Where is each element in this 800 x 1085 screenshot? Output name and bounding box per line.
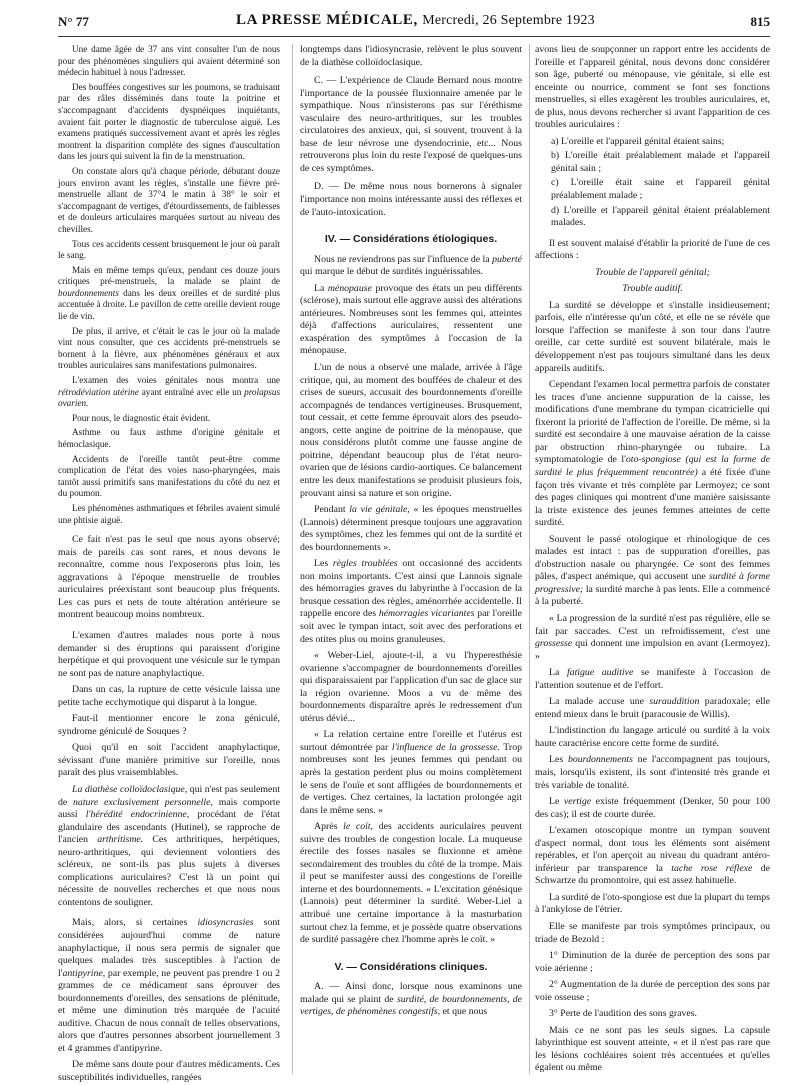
- column-divider: [292, 44, 293, 1074]
- paragraph: La malade accuse une surauddition paradoxale; elle entend mieux dans le bruit (paracousie de Willis).: [535, 696, 771, 720]
- paragraph: Quoi qu'il en soit l'accident anaphylactique, sévissant d'une manière primitive sur l'oreille, nous paraît des plus vraisemblables.: [58, 742, 280, 779]
- paragraph: Pour nous, le diagnostic était évident.: [72, 412, 211, 423]
- list-item: Trouble de l'appareil génital;: [595, 266, 710, 278]
- paragraph: longtemps dans l'idiosyncrasie, relèvent le plus souvent de la diathèse colloïdoclasique.: [300, 44, 522, 68]
- header-rule: [58, 36, 770, 37]
- paragraph: Tous ces accidents cessent brusquement le jour où paraît le sang.: [58, 238, 280, 261]
- paragraph: L'un de nous a observé une malade, arrivée à l'âge critique, qui, au moment des bouffées de chaleur et des crises de sueurs, accusait des bourdonnements d'oreille accompagnés de tendances vertigineuses. Brusquement, tout cessait, et cette femme éprouvait alors des pseudo-angors, cette angine de poitrine de la ménopause, que nous considérons plutôt comme une fausse angine de poitrine, dépendant beaucoup plus de l'état neuro-ovarien que de lésions cardio-aortiques. Ce balancement entre les deux manifestations se produisit plusieurs fois, prouvant ainsi sa nature et son origine.: [300, 362, 522, 499]
- column-2: [300, 44, 522, 1074]
- paragraph: La fatigue auditive se manifeste à l'occasion de l'attention soutenue et de l'effort.: [535, 667, 770, 691]
- paragraph: La surdité se développe et s'installe insidieusement; parfois, elle n'intéresse qu'un côté, et elle ne se révèle que lorsque l'affection se manifeste à son tour dans l'autre oreille, car cette surdité est souvent bilatérale, mais le développement n'est pas toujours simultané dans les deux appareils auditifs.: [535, 299, 770, 374]
- paragraph: De plus, il arrive, et c'était le cas le jour où la malade vint nous consulter, que ces accidents pré-menstruels se bornent à la fièvre, aux phénomènes généraux et aux troubles auriculaires sans manifestations pulmonaires.: [58, 325, 280, 371]
- paragraph: L'examen otoscopique montre un tympan souvent d'aspect normal, dont tous les éléments sont aisément repérables, et l'on aperçoit au niveau du quadrant antéro-inférieur par transparence la tache rose réflexe de Schwartze du promontoire, qui est assez habituelle.: [535, 825, 770, 887]
- paragraph: Après le coït, des accidents auriculaires peuvent suivre des troubles de congestion locale. La muqueuse érectile des fosses nasales se fluxionne et amène secondairement des troubles du côté de la trompe. Mais il peut se manifester aussi des congestions de l'oreille interne et des bourdonnements. « L'excitation génésique (Lannois) peut déterminer la surdité. Weber-Liel a attribué une certaine importance à la masturbation surtout chez la femme, et je possède quatre observations de surdité passagère chez l'homme après le coït. »: [300, 821, 522, 946]
- paragraph: Le vertige existe fréquemment (Denker, 50 pour 100 des cas); il est de courte durée.: [535, 796, 770, 820]
- paragraph: Les règles troublées ont occasionné des accidents non moins importants. C'est ainsi que Lannois signale des hémorragies graves du labyrinthe à l'occasion de la brusque cessation des règles, aménorrhée accidentelle. Il rappelle encore des hémorragies vicariantes par l'oreille soit avec le tympan intact, soit avec des perforations et des otites plus ou moins granuleuses.: [300, 558, 522, 645]
- paragraph: La surdité de l'oto-spongiose est due la plupart du temps à l'ankylose de l'étrier.: [535, 891, 770, 916]
- list-item: 3° Perte de l'audition des sons graves.: [549, 1008, 697, 1020]
- paragraph: « La progression de la surdité n'est pas régulière, elle se fait par saccades. C'est un refroidissement, c'est une grossesse qui donnent une impulsion en avant (Lermoyez). »: [535, 612, 770, 662]
- paragraph: L'examen d'autres malades nous porte à nous demander si des éruptions qui paraissent d'origine herpétique et qui provoquent une vésicule sur le tympan ne sont pas de nature anaphylactique.: [58, 629, 280, 679]
- issue-number: N° 77: [58, 14, 89, 29]
- section-heading: IV. — Considérations étiologiques.: [324, 233, 498, 246]
- paragraph: Elle se manifeste par trois symptômes principaux, ou triade de Bezold :: [535, 921, 770, 945]
- paragraph: Une dame âgée de 37 ans vint consulter l'un de nous pour des phénomènes singuliers qui avaient déterminé son médecin habituel à nous l'adresser.: [58, 44, 280, 78]
- paragraph: C. — L'expérience de Claude Bernard nous montre l'importance de la poussée fluxionnaire amenée par le sympathique. Nous n'insisterons pas sur l'éréthisme vasculaire des neuro-arthritiques, sur les troubles circulatoires des anxieux, qui, si souvent, trouvent à la base de leur névrose une dysendocrinie, etc... Nous retrouverons plus loin du reste l'exposé de quelques-uns de ces symptômes.: [300, 75, 522, 174]
- paragraph: L'examen des voies génitales nous montra une rétrodéviation utérine ayant entraîné avec elle un prolapsus ovarien.: [58, 375, 281, 409]
- paragraph: Asthme ou faux asthme d'origine génitale et hémoclasique.: [58, 427, 280, 449]
- list-item: c) L'oreille était saine et l'appareil génital préalablement malade ;: [551, 177, 770, 202]
- issue-date: Mercredi, 26 Septembre 1923: [422, 13, 595, 28]
- list-item: b) L'oreille était préalablement malade et l'appareil génital sain ;: [551, 150, 770, 174]
- page-header: [58, 12, 770, 34]
- journal-name: LA PRESSE MÉDICALE,: [236, 12, 418, 28]
- column-divider: [529, 44, 530, 1074]
- paragraph: De même sans doute pour d'autres médicaments. Ces susceptibilités individuelles, rangées: [58, 1059, 280, 1084]
- paragraph: La ménopause provoque des états un peu différents (sclérose), mais surtout elle aggrave aussi des altérations antérieures. Nombreuses sont les femmes qui, atteintes déjà d'affections auriculaires, ressentent une exaspération des symptômes à l'occasion de la ménopause.: [300, 282, 522, 357]
- column-1: [58, 44, 281, 1084]
- column-3: [535, 44, 770, 1074]
- paragraph: Faut-il mentionner encore le zona géniculé, syndrome géniculé de Souques ?: [58, 713, 280, 737]
- paragraph: Cependant l'examen local permettra parfois de constater les traces d'une ancienne suppuration de la caisse, les modifications d'une membrane du tympan cicatricielle qui fixeront la priorité de l'affection de l'oreille. De même, si la surdité est secondaire à une mauvaise aération de la caisse par obstruction rhino-pharyngée ou tubaire. La symptomatologie de l'oto-spongiose (qui est la forme de surdité le plus fréquemment rencontrée) a été fixée d'une façon très vivante et très complète par Lermoyez; ce sont des pages cliniques qui montrent d'une manière saisissante la triste existence des jeunes femmes atteintes de cette surdité.: [535, 379, 771, 529]
- paragraph: Nous ne reviendrons pas sur l'influence de la puberté qui marque le début de surdités inguérissables.: [300, 253, 522, 278]
- paragraph: Les bourdonnements ne l'accompagnent pas toujours, mais, lorsqu'ils existent, ils sont d'intensité très grande et très variable de tonalité.: [535, 754, 770, 791]
- paragraph: On constate alors qu'à chaque période, débutant douze jours environ avant les règles, s'installe une fièvre pré-menstruelle allant de 37°4 le matin à 38° le soir et s'accompagnant de vertiges, d'étourdissements, de faiblesses et de douleurs articulaires marquées surtout au niveau des chevilles.: [58, 165, 280, 234]
- paragraph: Il est souvent malaisé d'établir la priorité de l'une de ces affections :: [535, 237, 770, 262]
- paragraph: La diathèse colloïdoclasique, qui n'est pas seulement de nature exclusivement personnelle, mais comporte aussi l'hérédité endocrinienne, procédant de l'état glandulaire des ascendants (Hutinel), se rapproche de l'ancien arthritisme. Ces arthritiques, herpétiques, neuro-arthritiques, qui deviennent volontiers des scléreux, ne sont-ils pas plus sujets à diverses complications auriculaires? C'est là un point qui nécessite de nouvelles recherches et que nous nous contentons de souligner.: [58, 784, 281, 908]
- paragraph: Pendant la vie génitale, « les époques menstruelles (Lannois) déterminent presque toujours une aggravation des symptômes, chez les femmes qui ont de la surdité et des bourdonnements ».: [300, 504, 522, 553]
- page-number: 815: [750, 14, 770, 29]
- paragraph: « La relation certaine entre l'oreille et l'utérus est surtout démontrée par l'influence de la grossesse. Trop nombreuses sont les jeunes femmes qui pendant ou après la gestation perdent plus ou moins complètement le sens de l'ouïe et sont affligées de bourdonnements et de vertiges. Chez certaines, la lactation prolongée agit dans le même sens. »: [300, 729, 522, 816]
- paragraph: « Weber-Liel, ajoute-t-il, a vu l'hyperesthésie ovarienne s'accompagner de bourdonnements d'oreilles qui disparaissaient par l'application d'un sac de glace sur la région ovarienne. Moos a vu de même des bourdonnements disparaître après le redressement d'un utérus dévié...: [300, 650, 522, 724]
- paragraph: Des bouffées congestives sur les poumons, se traduisant par des râles disséminés dans toute la poitrine et s'accompagnant d'accidents dyspnéiques inquiétants, avaient fait porter le diagnostic de tuberculose aiguë. Les examens pratiqués successivement avant et après les règles montrent la disparition complète des signes d'auscultation dans les jours qui suivent la fin de la menstruation.: [58, 81, 280, 162]
- section-heading: V. — Considérations cliniques.: [334, 960, 488, 973]
- journal-title: [236, 12, 595, 29]
- paragraph: Mais, alors, si certaines idiosyncrasies sont considérées aujourd'hui comme de nature anaphylactique, il nous sera permis de signaler que quelques malades très susceptibles à l'action de l'antipyrine, par exemple, ne peuvent pas prendre 1 ou 2 grammes de ce médicament sans éprouver des bourdonnements d'oreilles, des sensations de plénitude, et même une diminution très marquée de l'acuité auditive. Chacun de nous connaît de telles observations, alors que d'autres personnes absorbent journellement 3 et 4 grammes d'antipyrine.: [58, 917, 280, 1054]
- paragraph: Accidents de l'oreille tantôt peut-être comme complication de l'état des voies naso-pharyngées, mais tantôt aussi primitifs sans manifestations du côté du nez et du poumon.: [58, 453, 280, 499]
- paragraph: Souvent le passé otologique et rhinologique de ces malades est intact : pas de suppuration d'oreilles, pas d'obstruction nasale ou pharyngée. Ce sont des femmes pâles, d'aspect anémique, qui accusent une surdité à forme progressive; la surdité marche à pas lents. Elle a commencé à la puberté.: [535, 533, 770, 608]
- paragraph: Mais ce ne sont pas les seuls signes. La capsule labyrinthique est souvent atteinte, « et il n'est pas rare que les lésions cochléaires soient très accentuées et qu'elles égalent ou même: [535, 1024, 770, 1074]
- paragraph: avons lieu de soupçonner un rapport entre les accidents de l'oreille et l'appareil génital, nous devons donc considérer son âge, puberté ou ménopause, vie génitale, si elle est enceinte ou nourrice, comment se font ses fonctions menstruelles, si elles exagèrent les troubles auriculaires, et, de plus, nous devons rechercher si avant l'apparition de ces troubles auriculaires :: [535, 44, 770, 131]
- list-item: a) L'oreille et l'appareil génital étaient sains;: [551, 135, 725, 147]
- paragraph: Mais en même temps qu'eux, pendant ces douze jours critiques pré-menstruels, la malade se plaint de bourdonnements dans les deux oreilles et de surdité plus accentuée à droite. Le pavillon de cette oreille devient rouge lie de vin.: [58, 264, 280, 322]
- list-item: 2° Augmentation de la durée de perception des sons par voie osseuse ;: [535, 979, 770, 1003]
- list-item: Trouble auditif.: [622, 283, 683, 295]
- paragraph: L'indistinction du langage articulé ou surdité à la voix haute caractérise encore cette forme de surdité.: [535, 725, 770, 749]
- paragraph: Dans un cas, la rupture de cette vésicule laissa une petite tache ecchymotique qui disparut à la longue.: [58, 684, 280, 708]
- paragraph: Les phénomènes asthmatiques et fébriles avaient simulé une phtisie aiguë.: [58, 502, 280, 525]
- paragraph: A. — Ainsi donc, lorsque nous examinons une malade qui se plaint de surdité, de bourdonnements, de vertiges, de phénomènes congestifs, et que nous: [300, 981, 522, 1018]
- paragraph: D. — De même nous nous bornerons à signaler l'importance non moins intéressante aussi des réflexes et de l'auto-intoxication.: [300, 181, 522, 218]
- paragraph: Ce fait n'est pas le seul que nous ayons observé; mais de pareils cas sont rares, et nous devons le reconnaître, comme nous l'exposerons plus loin, les aggravations à l'époque menstruelle de troubles auriculaires préexistant sont beaucoup plus fréquents. Les cas purs et nets de toute altération antérieure se montrent beaucoup moins nombreux.: [58, 534, 280, 621]
- list-item: d) L'oreille et l'appareil génital étaient préalablement malades.: [551, 204, 770, 229]
- list-item: 1° Diminution de la durée de perception des sons par voie aérienne ;: [535, 950, 770, 974]
